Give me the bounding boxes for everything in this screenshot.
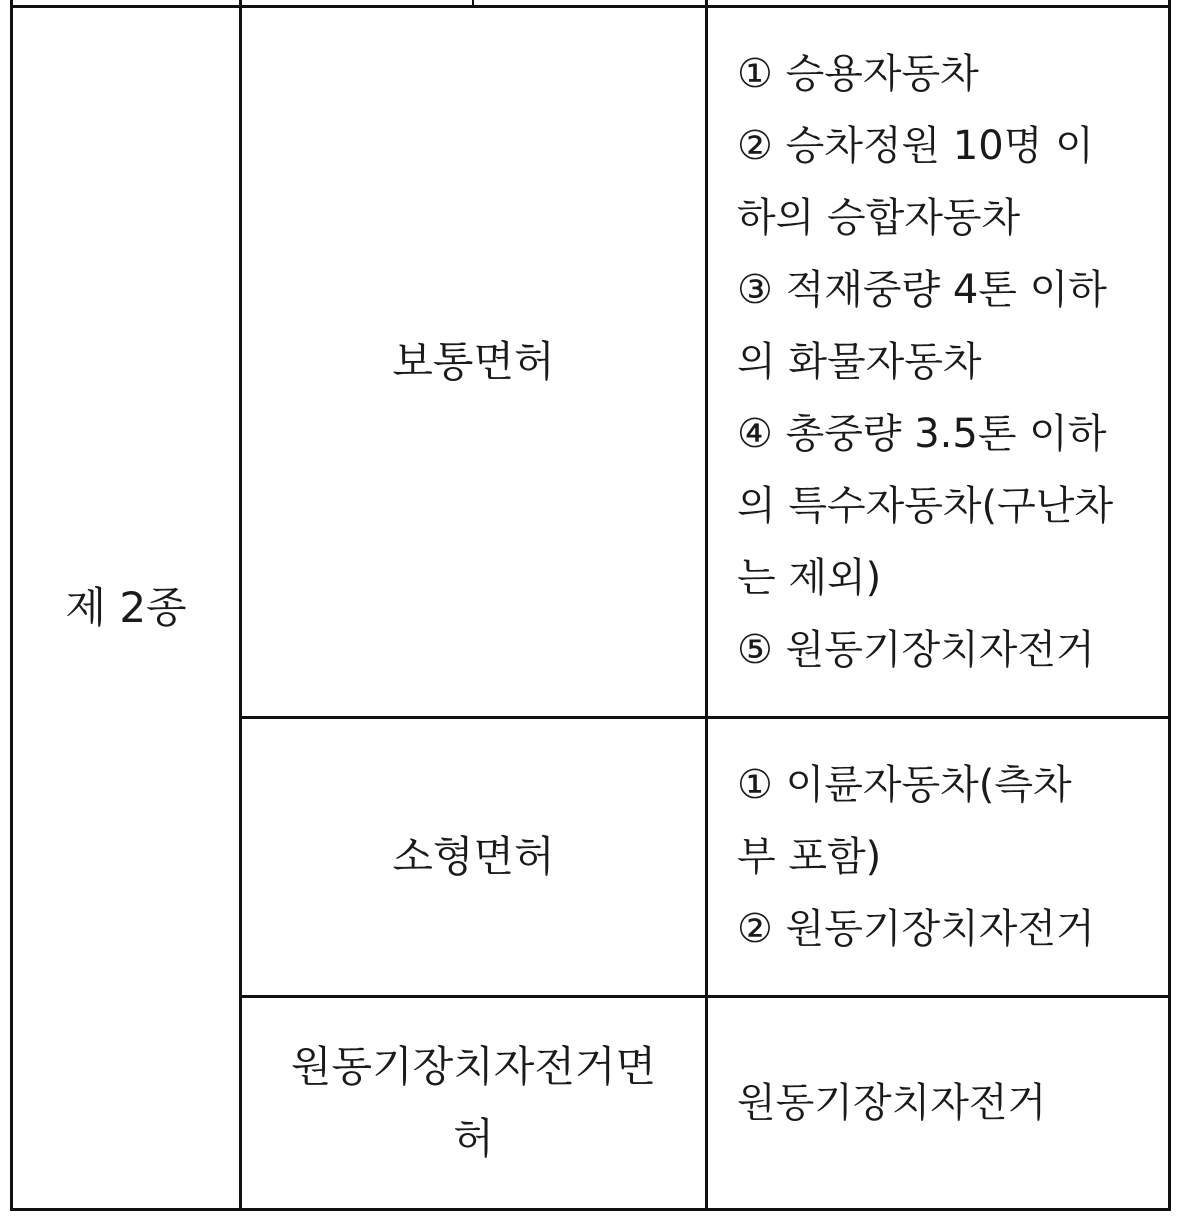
table-bottom-border	[10, 1208, 1171, 1211]
vehicle-line: 하의 승합자동차	[737, 195, 1021, 241]
license-line: 원동기장치자전거면	[290, 1042, 657, 1091]
vehicle-line: 원동기장치자전거	[737, 1080, 1047, 1126]
table-right-border	[1168, 0, 1171, 1211]
vehicle-cell-regular	[708, 8, 1168, 716]
license-cell-regular	[242, 8, 705, 716]
vehicle-line: ② 원동기장치자전거	[737, 906, 1095, 952]
license-cell-small	[242, 719, 705, 995]
vehicle-line: ③ 적재중량 4톤 이하	[737, 267, 1107, 313]
vehicle-line: ① 이륜자동차(측차	[737, 762, 1072, 808]
category-cell	[13, 8, 239, 1208]
vehicle-line: 의 화물자동차	[737, 339, 982, 385]
vehicle-line: 부 포함)	[737, 834, 882, 880]
vehicle-list-moped	[737, 1067, 1157, 1139]
vehicle-line: 의 특수자동차(구난차	[737, 483, 1114, 529]
vehicle-line: ④ 총중량 3.5톤 이하	[737, 411, 1107, 457]
license-label-regular: 보통면허	[392, 337, 555, 386]
category-label: 제 2종	[65, 583, 187, 632]
license-cell-moped	[242, 998, 705, 1208]
vehicle-cell-small	[708, 719, 1168, 995]
license-label-small: 소형면허	[392, 832, 555, 881]
vehicle-list-small	[737, 749, 1157, 965]
vehicle-line: ① 승용자동차	[737, 51, 979, 97]
vehicle-line: 는 제외)	[737, 555, 882, 601]
vehicle-cell-moped	[708, 998, 1168, 1208]
license-line: 허	[453, 1114, 494, 1163]
vehicle-line: ⑤ 원동기장치자전거	[737, 627, 1095, 673]
column-divider-partial	[472, 0, 474, 7]
vehicle-line: ② 승차정원 10명 이	[737, 123, 1094, 169]
vehicle-list-regular	[737, 38, 1157, 686]
license-label-moped	[291, 1031, 656, 1175]
